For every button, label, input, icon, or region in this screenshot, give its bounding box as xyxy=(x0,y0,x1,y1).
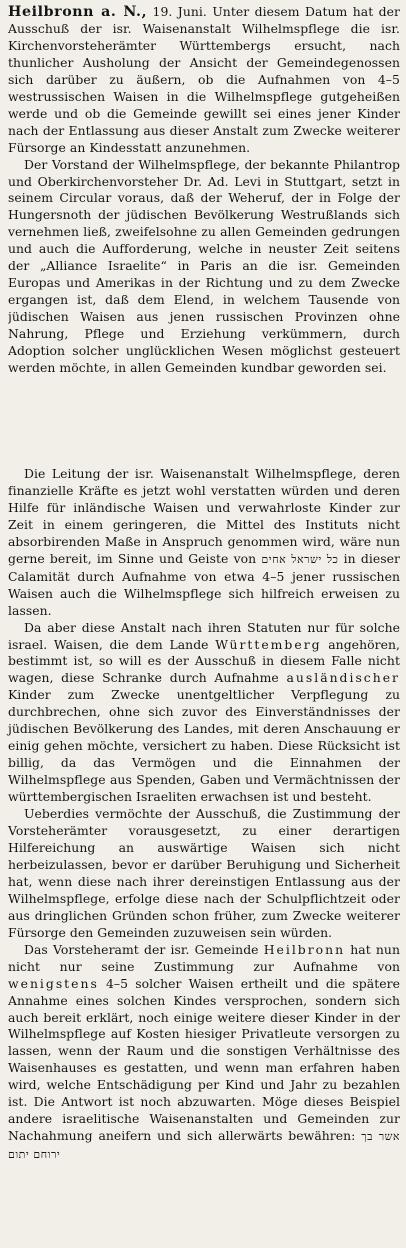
emphasized-word: Heilbronn xyxy=(263,941,346,957)
paragraph-text: Unter diesem Datum hat der Ausschuß der isr. Waisenanstalt Wilhelmspflege die isr. Kirchenvorsteherämter Württembergs ersucht, nach thunlicher Ausholung der Ansicht der Gemeindegenossen sich darüber zu äußern, ob die Aufnahmen von 4–5 westrussischen Waisen in die Wilhelmspflege gutgeheißen werde und ob die Gemeinde gewillt sei eines jener Kinder nach der Entlassung aus dieser Anstalt zum Zwecke weiterer Fürsorge an Kindesstatt anzunehmen. xyxy=(8,4,400,155)
article-paragraph xyxy=(8,942,400,1164)
article-paragraph xyxy=(8,4,400,157)
hebrew-phrase: אשר בך ירוחם יתום xyxy=(8,1130,400,1162)
article-circular-continued xyxy=(8,466,400,1164)
paragraph-text: angehören, bestimmt ist, so will es der Ausschuß in diesem Falle nicht wagen, diese Schranke durch Aufnahme xyxy=(8,636,400,686)
paragraph-text: Kinder zum Zwecke unentgeltlicher Verpflegung zu durchbrechen, ohne sich zuvor des Einverständnisses der jüdischen Bevölkerung des Landes, mit deren Anschauung er einig gehen möchte, versichert zu haben. Diese Rücksicht ist billig, da das Vermögen und die Einnahmen der Wilhelmspflege aus Spenden, Gaben und Vermächtnissen der württembergischen Israeliten erwachsen ist und besteht. xyxy=(8,687,400,805)
emphasized-word: wenigstens xyxy=(8,975,99,991)
article-paragraph: Ueberdies vermöchte der Ausschuß, die Zustimmung der Vorsteherämter vorausgesetzt, zu einer derartigen Hilfereichung an auswärtige Waisen sich nicht herbeizulassen, bevor er darüber Beruhigung und Sicherheit hat, wenn diese nach ihrer dereinstigen Entlassung aus der Wilhelmspflege, erfolge diese nach der Schulpflichtzeit oder aus dringlichen Gründen schon früher, zum Zwecke weiterer Fürsorge den Gemeinden zuzuweisen sein würden. xyxy=(8,806,400,940)
paragraph-text: 4–5 solcher Waisen ertheilt und die spätere Annahme eines solchen Kindes versprochen, sondern sich auch bereit erklärt, noch einige weitere dieser Kinder in der Wilhelmspflege auf Kosten hiesiger Privatleute versorgen zu lassen, wenn der Raum und die sonstigen Verhältnisse des Waisenhauses es gestatten, und wenn man erfahren haben wird, welche Entschädigung per Kind und Jahr zu bezahlen ist. Die Antwort ist noch abzuwarten. Möge dieses Beispiel andere israelitische Waisenanstalten und Gemeinden zur Nachahmung aneifern und sich allerwärts bewähren: xyxy=(8,975,400,1144)
paragraph-text: in dieser Calamität durch Aufnahme von etwa 4–5 jener russischen Waisen auch die Wilhelmspflege sich hilfreich erweisen zu lassen. xyxy=(8,550,400,618)
article-paragraph xyxy=(8,620,400,806)
paragraph-text: hat nun nicht nur seine Zustimmung zur Aufnahme von xyxy=(8,941,400,974)
paragraph-text: Da aber diese Anstalt nach ihren Statuten nur für solche israel. Waisen, die dem Lande xyxy=(8,619,400,652)
emphasized-word: ausländischer xyxy=(286,670,400,686)
article-heilbronn-report xyxy=(8,4,400,460)
article-paragraph xyxy=(8,466,400,620)
article-paragraph: Der Vorstand der Wilhelmspflege, der bekannte Philantrop und Oberkirchenvorsteher Dr. Ad. Levi in Stuttgart, setzt in seinem Circular voraus, daß der Weheruf, der in Folge der Hungersnoth der jüdischen Bevölkerung Westrußlands sich vernehmen ließ, zweifelsohne zu allen Gemeinden gedrungen und auch die Aufforderung, welche in neuster Zeit seitens der „Alliance Israelite“ in Paris an die isr. Gemeinden Europas und Amerikas in der Richtung und zu dem Zwecke ergangen ist, daß dem Elend, in welchem Tausende von jüdischen Waisen aus jenen russischen Provinzen ohne Nahrung, Pflege und Erziehung verkümmern, durch Adoption solcher unglücklichen Wesen möglichst gesteuert werden möchte, in allen Gemeinden kundbar geworden sei. xyxy=(8,156,400,376)
paragraph-text: Die Leitung der isr. Waisenanstalt Wilhelmspflege, deren finanzielle Kräfte es jetzt wohl verstatten würden und deren Hilfe für inländische Waisen und verwahrloste Kinder zur Zeit in einem geringeren, die Mittel des Instituts nicht absorbirenden Maße in Anspruch genommen wird, wäre nun gerne bereit, im Sinne und Geiste von xyxy=(8,466,400,566)
paragraph-text: Das Vorsteheramt der isr. Gemeinde xyxy=(24,941,259,957)
date: 19. Juni. xyxy=(152,4,207,19)
dateline: Heilbronn a. N., xyxy=(8,4,148,20)
hebrew-phrase: כל ישראל אחים xyxy=(261,552,339,566)
emphasized-word: Württemberg xyxy=(215,636,322,652)
